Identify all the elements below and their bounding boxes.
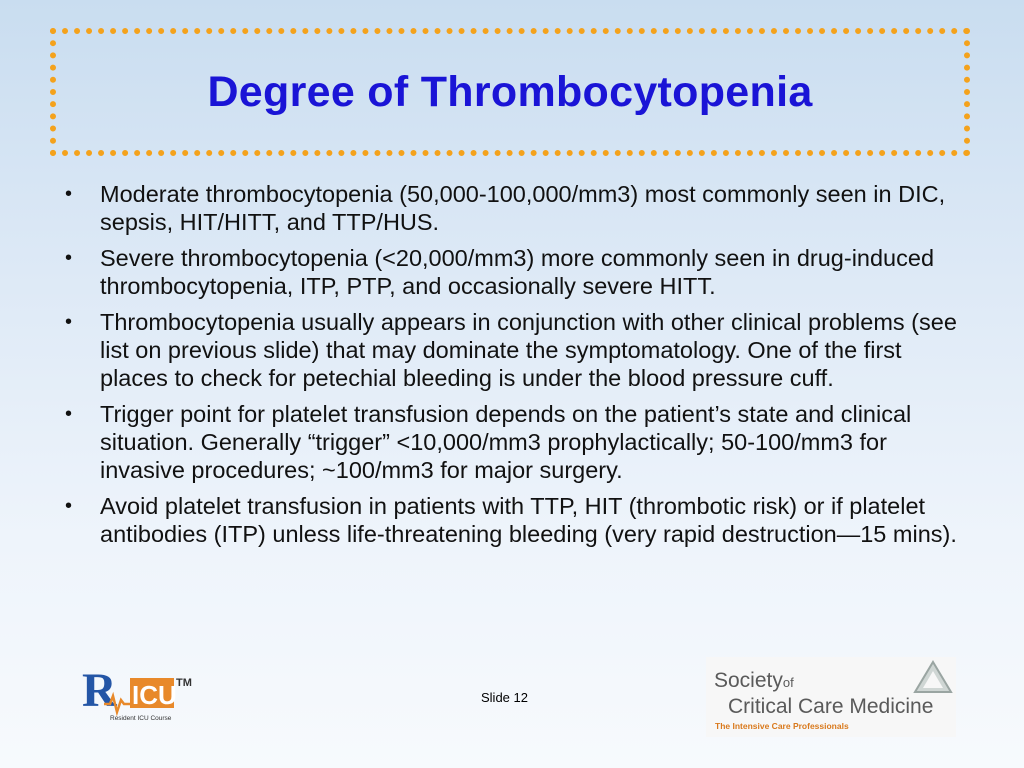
slide-title: Degree of Thrombocytopenia — [207, 67, 813, 116]
bullet-item — [62, 400, 962, 484]
bullet-text: Severe thrombocytopenia (<20,000/mm3) more commonly seen in drug-induced thrombocytopenia, ITP, PTP, and occasionally severe HITT. — [100, 245, 935, 299]
sccm-of-text: of — [782, 675, 794, 690]
rcu-logo-letters: ICU — [132, 680, 177, 710]
title-frame — [50, 28, 970, 156]
bullet-text: Avoid platelet transfusion in patients with TTP, HIT (thrombotic risk) or if platelet antibodies (ITP) unless life-threatening bleeding (very rapid destruction—15 mins). — [100, 493, 957, 547]
rcu-logo — [80, 664, 200, 726]
sccm-logo-society — [714, 669, 794, 693]
bullet-item — [62, 180, 962, 236]
sccm-triangle-icon — [912, 659, 954, 695]
bullet-item — [62, 492, 962, 548]
sccm-society-text: Society — [714, 669, 783, 692]
sccm-logo-tagline: The Intensive Care Professionals — [715, 721, 849, 731]
bullet-marker: • — [65, 247, 73, 269]
slide-number: Slide 12 — [481, 690, 528, 705]
bullet-marker: • — [65, 495, 73, 517]
bullet-text: Thrombocytopenia usually appears in conjunction with other clinical problems (see list on previous slide) that may dominate the symptomatology. One of the first places to check for petechial bleeding is under the blood pressure cuff. — [100, 309, 957, 391]
bullet-marker: • — [65, 403, 73, 425]
bullet-item — [62, 244, 962, 300]
bullet-list — [62, 180, 962, 556]
rcu-logo-subtitle: Resident ICU Course — [110, 715, 172, 722]
bullet-item — [62, 308, 962, 392]
bullet-marker: • — [65, 183, 73, 205]
bullet-text: Moderate thrombocytopenia (50,000-100,000/mm3) most commonly seen in DIC, sepsis, HIT/HITT, and TTP/HUS. — [100, 181, 946, 235]
bullet-marker: • — [65, 311, 73, 333]
rcu-logo-trademark: TM — [176, 677, 192, 689]
sccm-logo-name: Critical Care Medicine — [728, 695, 934, 718]
rcu-logo-mark: R — [82, 664, 117, 717]
bullet-text: Trigger point for platelet transfusion depends on the patient’s state and clinical situation. Generally “trigger” <10,000/mm3 prophylactically; 50-100/mm3 for invasive procedures; ~100/mm3 for major surgery. — [100, 401, 912, 483]
sccm-logo — [706, 657, 956, 737]
